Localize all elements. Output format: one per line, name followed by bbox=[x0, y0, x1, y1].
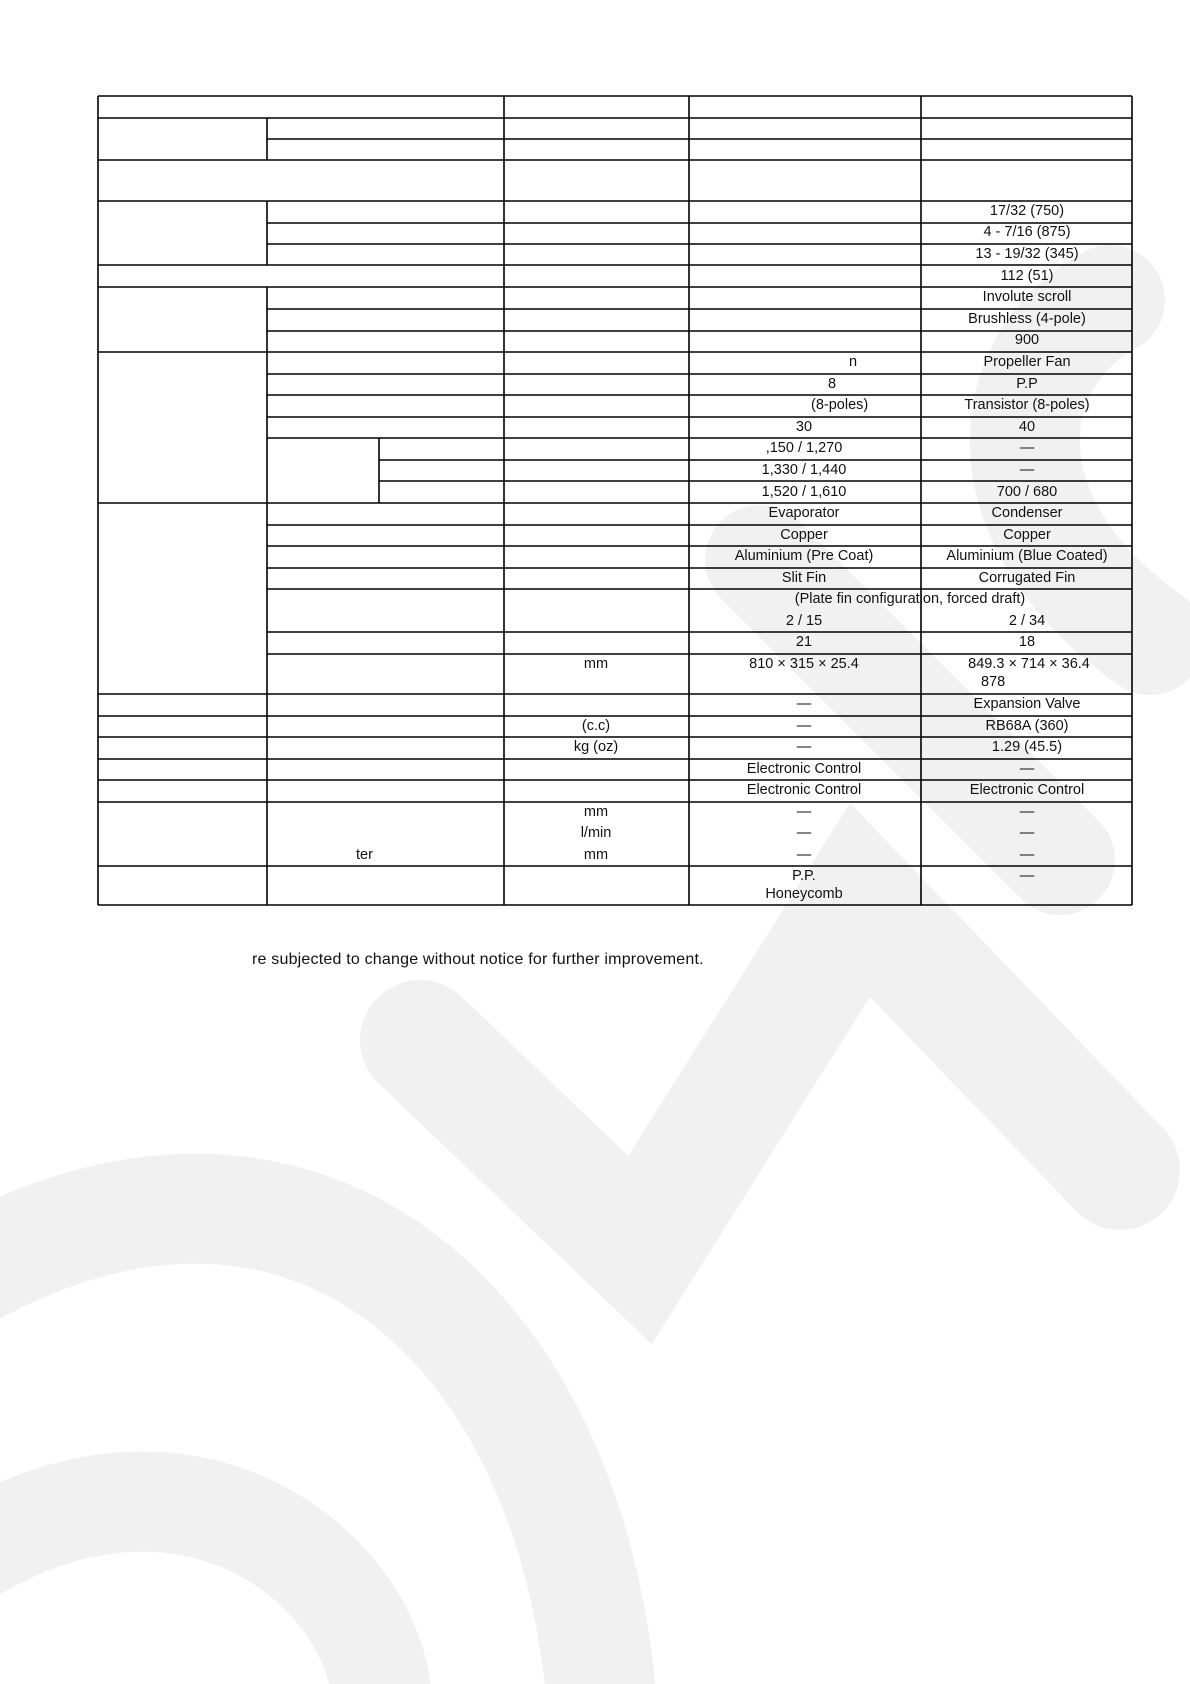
cell-fan-motor-outdoor: Transistor (8-poles) bbox=[964, 397, 1090, 413]
cell-refrigerant-unit: kg (oz) bbox=[573, 739, 619, 755]
cell-hex-tube-indoor: Copper bbox=[780, 527, 828, 543]
cell-hex-size-unit: mm bbox=[583, 656, 609, 672]
cell-protection-outdoor: Electronic Control bbox=[969, 782, 1085, 798]
cell-air-filter-outdoor: — bbox=[1019, 868, 1035, 884]
cell-oil-unit: (c.c) bbox=[581, 718, 611, 734]
cell-compressor-motor-type: Brushless (4-pole) bbox=[968, 311, 1086, 327]
cell-hex-fin-material-outdoor: Aluminium (Blue Coated) bbox=[946, 548, 1108, 564]
cell-fan-speed-high-indoor: 1,520 / 1,610 bbox=[761, 484, 847, 500]
cell-oil-outdoor: RB68A (360) bbox=[985, 718, 1069, 734]
cell-refrigerant-indoor: — bbox=[796, 739, 812, 755]
cell-air-filter-material: P.P. bbox=[792, 868, 816, 884]
cell-fan-speed-low-indoor: ,150 / 1,270 bbox=[765, 440, 843, 456]
cell-drain-indoor-1: — bbox=[796, 804, 812, 820]
cell-outdoor-width: 4 - 7/16 (875) bbox=[983, 224, 1071, 240]
cell-hex-description-outdoor: Condenser bbox=[991, 505, 1063, 521]
cell-drain-outdoor-2: — bbox=[1019, 825, 1035, 841]
cell-outdoor-depth: 13 - 19/32 (345) bbox=[975, 246, 1079, 262]
cell-protection-indoor: Electronic Control bbox=[746, 782, 862, 798]
cell-drain-label-fragment: ter bbox=[356, 847, 373, 863]
cell-hex-description-indoor: Evaporator bbox=[768, 505, 840, 521]
cell-fan-speed-low-outdoor: — bbox=[1019, 440, 1035, 456]
cell-drain-indoor-2: — bbox=[796, 825, 812, 841]
cell-outdoor-height: 17/32 (750) bbox=[989, 203, 1065, 219]
cell-air-filter-type: Honeycomb bbox=[765, 886, 843, 902]
cell-fan-material-outdoor: P.P bbox=[1016, 376, 1038, 392]
cell-fan-type-indoor: n bbox=[849, 354, 858, 370]
cell-drain-outdoor-1: — bbox=[1019, 804, 1035, 820]
cell-compressor-output: 900 bbox=[1014, 332, 1040, 348]
cell-fan-output-outdoor: 40 bbox=[1018, 419, 1036, 435]
cell-drain-unit-3: mm bbox=[583, 847, 609, 863]
cell-compressor-type: Involute scroll bbox=[982, 289, 1072, 305]
cell-drain-outdoor-3: — bbox=[1019, 847, 1035, 863]
cell-refrigerant-outdoor: 1.29 (45.5) bbox=[991, 739, 1063, 755]
cell-thermostat-indoor: Electronic Control bbox=[746, 761, 862, 777]
cell-hex-fpi-indoor: 21 bbox=[795, 634, 813, 650]
cell-fan-speed-med-outdoor: — bbox=[1019, 462, 1035, 478]
cell-refrigerant-control-indoor: — bbox=[796, 696, 812, 712]
cell-fan-type-outdoor: Propeller Fan bbox=[983, 354, 1071, 370]
cell-fan-motor-indoor: (8-poles) bbox=[811, 397, 869, 413]
cell-hex-size-indoor: 810 × 315 × 25.4 bbox=[749, 656, 859, 672]
cell-oil-indoor: — bbox=[796, 718, 812, 734]
cell-outdoor-net-weight: 112 (51) bbox=[1000, 268, 1054, 284]
cell-hex-rows-indoor: 2 / 15 bbox=[785, 613, 823, 629]
cell-fan-output-indoor: 30 bbox=[795, 419, 813, 435]
cell-hex-fin-material-indoor: Aluminium (Pre Coat) bbox=[734, 548, 874, 564]
cell-hex-fin-type-indoor: Slit Fin bbox=[781, 570, 827, 586]
cell-drain-unit-2: l/min bbox=[580, 825, 612, 841]
cell-fan-speed-high-outdoor: 700 / 680 bbox=[996, 484, 1058, 500]
cell-hex-fin-type-outdoor: Corrugated Fin bbox=[978, 570, 1076, 586]
cell-hex-tube-outdoor: Copper bbox=[1003, 527, 1051, 543]
footnote: re subjected to change without notice for further improvement. bbox=[252, 951, 704, 968]
cell-fan-material-indoor: 8 bbox=[828, 376, 837, 392]
cell-fan-speed-med-indoor: 1,330 / 1,440 bbox=[761, 462, 847, 478]
cell-hex-fpi-outdoor: 18 bbox=[1018, 634, 1036, 650]
cell-refrigerant-control-outdoor: Expansion Valve bbox=[973, 696, 1081, 712]
cell-hex-row-fin-note: (Plate fin configuration, forced draft) bbox=[794, 591, 1026, 607]
cell-drain-unit-1: mm bbox=[583, 804, 609, 820]
cell-thermostat-outdoor: — bbox=[1019, 761, 1035, 777]
cell-drain-indoor-3: — bbox=[796, 847, 812, 863]
cell-hex-size-outdoor: 849.3 × 714 × 36.4 bbox=[968, 656, 1090, 672]
cell-hex-size-outdoor-extra: 878 bbox=[981, 674, 1006, 690]
cell-hex-rows-outdoor: 2 / 34 bbox=[1008, 613, 1046, 629]
